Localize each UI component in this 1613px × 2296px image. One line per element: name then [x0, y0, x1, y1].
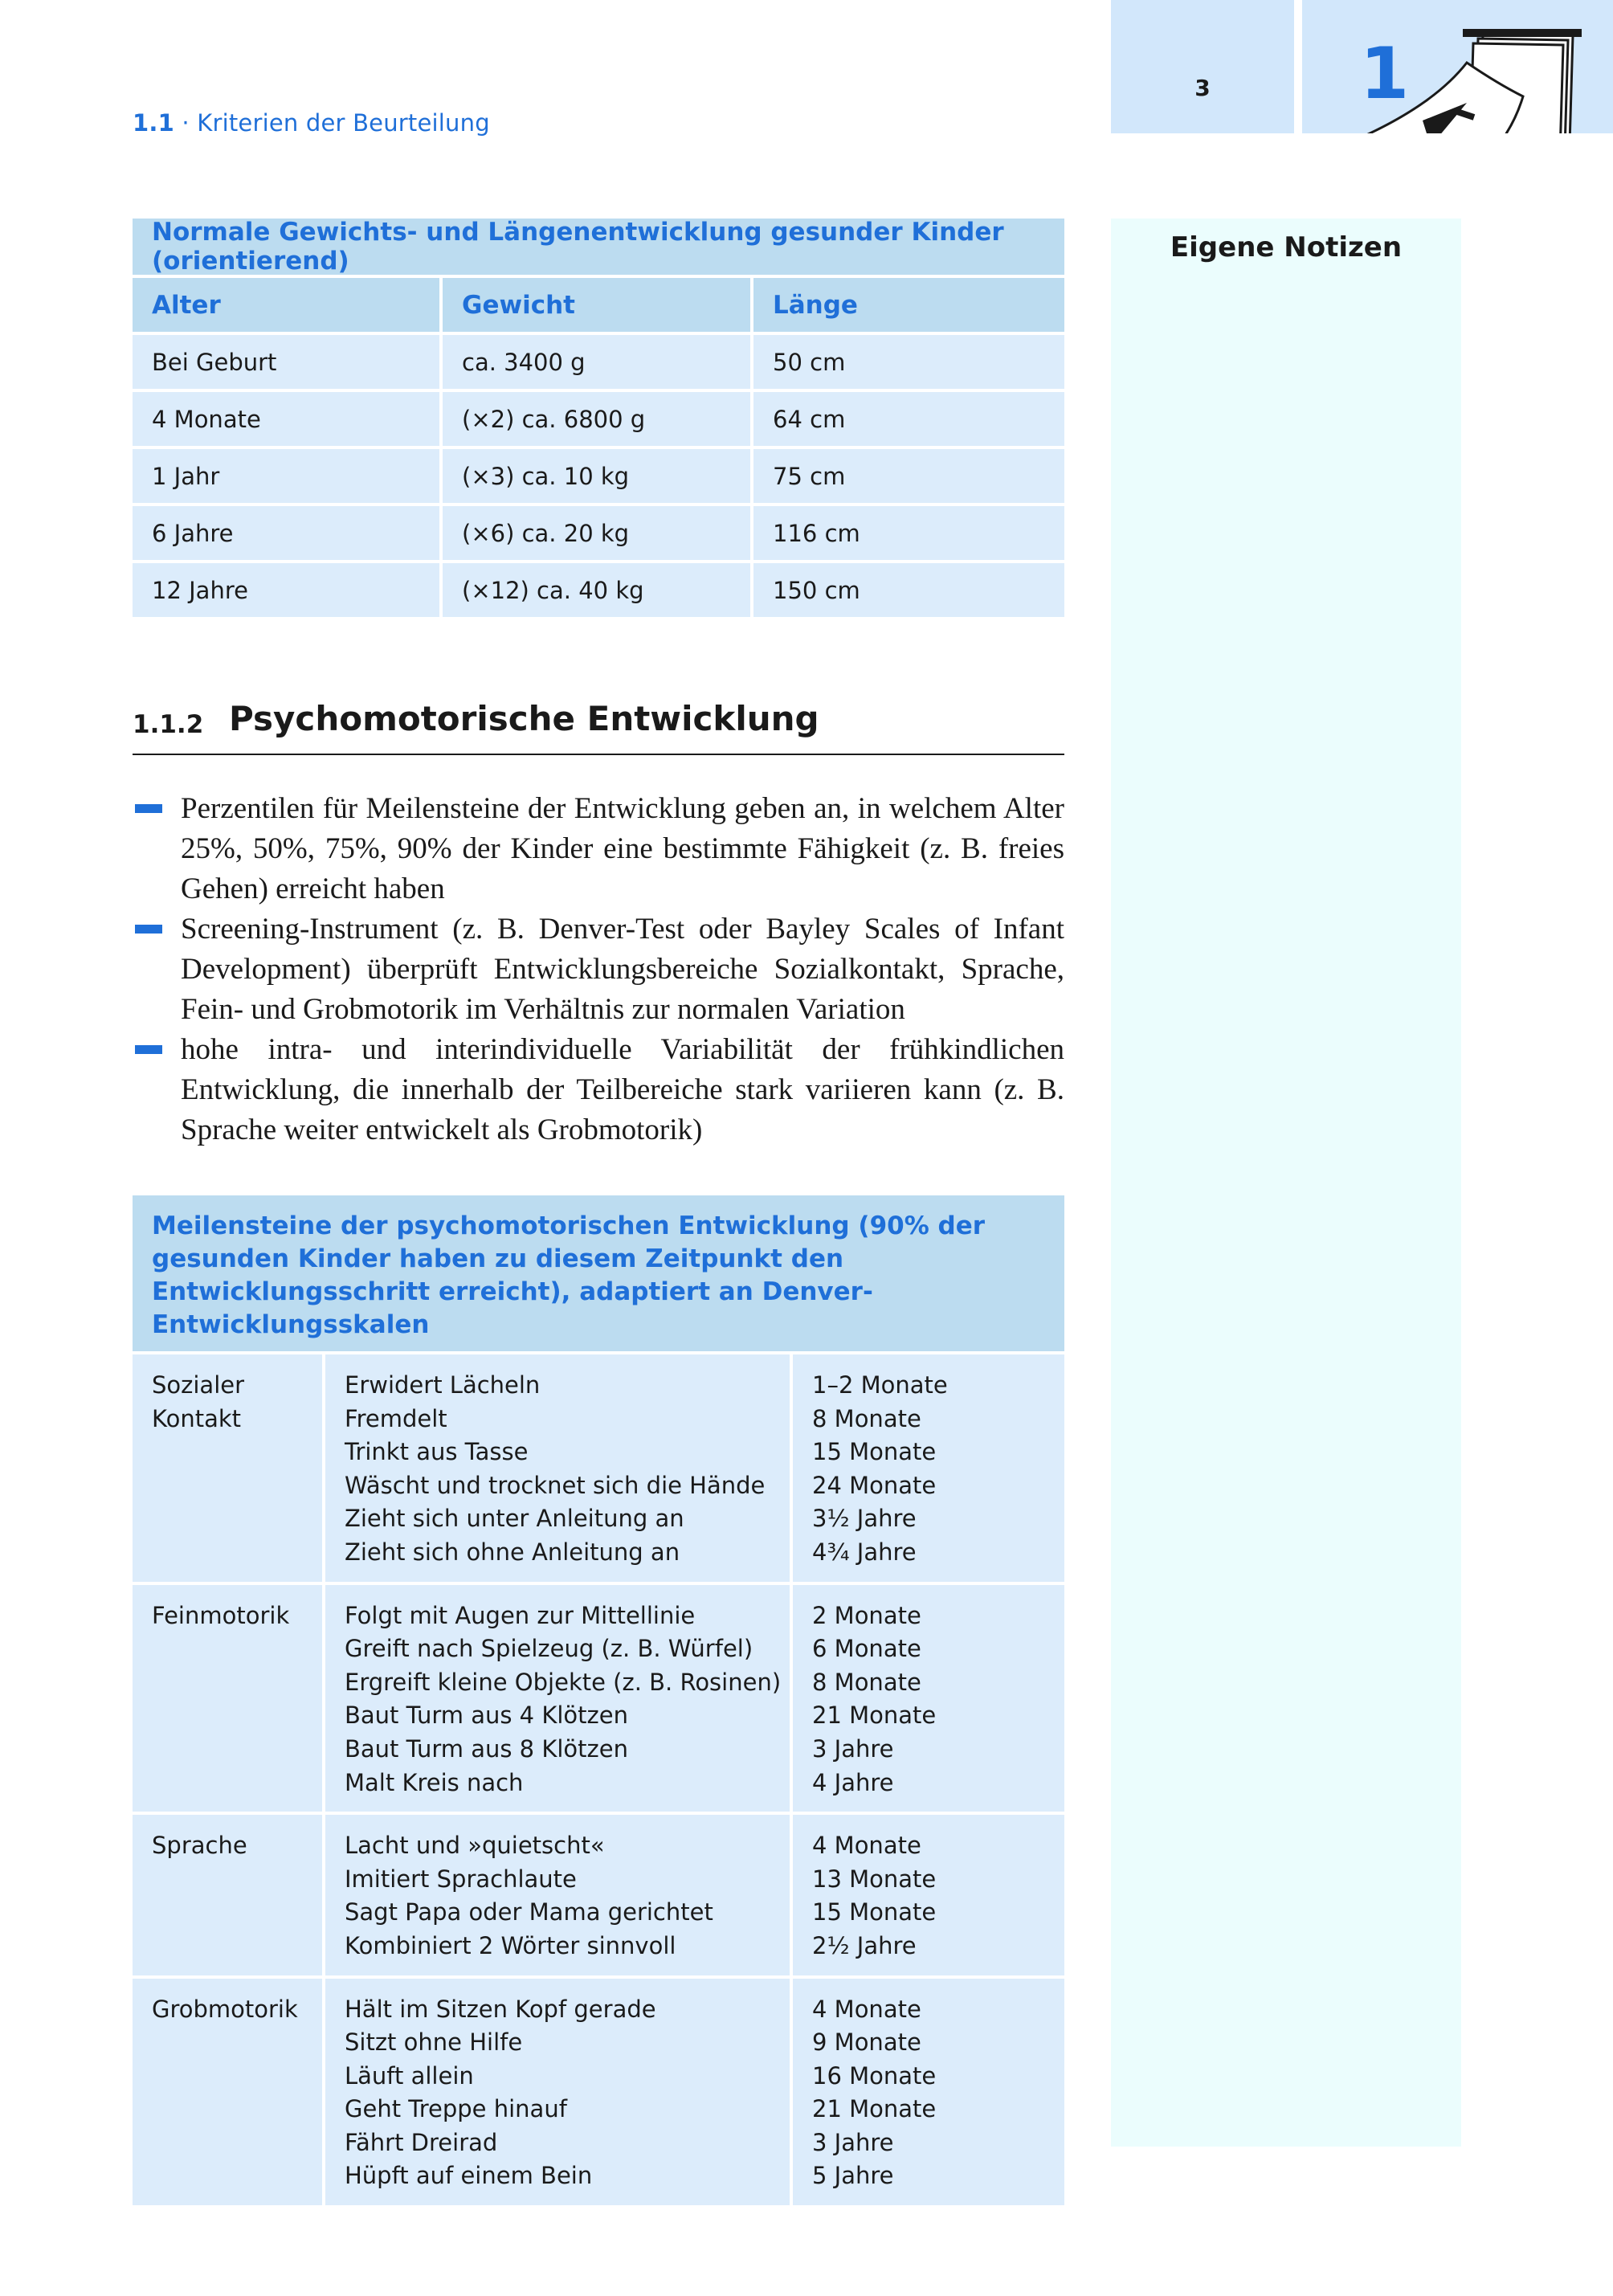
running-head	[133, 109, 490, 137]
milestone-age: 15 Monate	[812, 1438, 937, 1466]
running-head-section-number: 1.1	[133, 109, 174, 137]
growth-table-header-row	[133, 278, 1064, 332]
milestone-group-gross-motor	[133, 1979, 1064, 2206]
milestone-age: 24 Monate	[812, 1471, 937, 1499]
milestone-skill: Malt Kreis nach	[345, 1768, 524, 1796]
bullet-dash-icon	[135, 925, 162, 934]
milestone-group-social	[133, 1354, 1064, 1582]
milestone-skills	[325, 1354, 790, 1582]
bullet-text: Perzentilen für Meilensteine der Entwicklung geben an, in welchem Alter 25%, 50%, 75%, 90% der Kinder eine bestimmte Fähigkeit (z. B. freies Gehen) erreicht haben	[181, 792, 1064, 905]
growth-cell-age: 4 Monate	[133, 392, 439, 446]
milestone-age: 1–2 Monate	[812, 1371, 948, 1399]
milestone-skill: Zieht sich ohne Anleitung an	[345, 1538, 680, 1566]
milestone-age: 21 Monate	[812, 1702, 937, 1730]
growth-header-length: Länge	[753, 278, 1064, 332]
milestone-age: 4 Monate	[812, 1832, 921, 1860]
growth-cell-age: Bei Geburt	[133, 335, 439, 389]
milestone-skill: Erwidert Lächeln	[345, 1371, 541, 1399]
growth-cell-weight: ca. 3400 g	[443, 335, 750, 389]
milestone-ages	[793, 1979, 1064, 2206]
milestone-skill: Hüpft auf einem Bein	[345, 2162, 593, 2190]
milestone-age: 5 Jahre	[812, 2162, 894, 2190]
milestone-skill: Zieht sich unter Anleitung an	[345, 1505, 684, 1533]
milestone-age: 2 Monate	[812, 1601, 921, 1629]
milestone-group-language	[133, 1815, 1064, 1975]
milestone-age: 15 Monate	[812, 1898, 937, 1926]
table-row	[133, 506, 1064, 560]
milestones-table-caption: Meilensteine der psychomotorischen Entwicklung (90% der gesunden Kinder haben zu diesem Zeitpunkt den Entwicklungsschritt erreicht), adaptiert an Denver-Entwicklungsskalen	[133, 1195, 1064, 1351]
milestone-skill: Imitiert Sprachlaute	[345, 1865, 577, 1893]
growth-cell-age: 6 Jahre	[133, 506, 439, 560]
milestone-skill: Baut Turm aus 4 Klötzen	[345, 1702, 628, 1730]
section-number: 1.1.2	[133, 710, 204, 739]
growth-table-caption: Normale Gewichts- und Längenentwicklung gesunder Kinder (orientierend)	[133, 219, 1064, 275]
milestone-area	[133, 1815, 322, 1975]
growth-cell-length: 50 cm	[753, 335, 1064, 389]
milestone-skill: Folgt mit Augen zur Mittellinie	[345, 1601, 696, 1629]
milestones-table	[133, 1195, 1064, 2205]
growth-header-weight: Gewicht	[443, 278, 750, 332]
milestone-skill: Lacht und »quietscht«	[345, 1832, 605, 1860]
table-row	[133, 392, 1064, 446]
milestone-area-label: Feinmotorik	[152, 1601, 290, 1629]
milestone-area	[133, 1585, 322, 1812]
bullet-dash-icon	[135, 804, 162, 813]
running-head-separator: ·	[174, 109, 198, 137]
growth-cell-weight: (×2) ca. 6800 g	[443, 392, 750, 446]
notes-title: Eigene Notizen	[1170, 231, 1403, 264]
list-item	[133, 789, 1064, 909]
calendar-page-icon	[1302, 0, 1613, 133]
table-row	[133, 449, 1064, 503]
list-item	[133, 909, 1064, 1030]
milestone-age: 2½ Jahre	[812, 1931, 917, 1959]
list-item	[133, 1030, 1064, 1150]
milestone-skill: Fährt Dreirad	[345, 2128, 498, 2156]
milestone-skills	[325, 1979, 790, 2206]
table-row	[133, 335, 1064, 389]
milestone-age: 4 Monate	[812, 1995, 921, 2023]
milestone-age: 8 Monate	[812, 1404, 921, 1432]
bullet-text: Screening-Instrument (z. B. Denver-Test oder Bayley Scales of Infant Development) überprüft Entwicklungsbereiche Sozialkontakt, Sprache, Fein- und Grobmotorik im Verhältnis zur normalen Variation	[181, 913, 1064, 1026]
milestone-skill: Geht Treppe hinauf	[345, 2095, 567, 2123]
milestone-area-label: Sozialer Kontakt	[152, 1371, 245, 1432]
milestone-age: 3½ Jahre	[812, 1505, 917, 1533]
milestone-skills	[325, 1815, 790, 1975]
page-number-tab	[1111, 0, 1294, 133]
milestone-age: 9 Monate	[812, 2028, 921, 2057]
milestone-skills	[325, 1585, 790, 1812]
milestone-age: 4¾ Jahre	[812, 1538, 917, 1566]
growth-cell-age: 1 Jahr	[133, 449, 439, 503]
bullet-list	[133, 789, 1064, 1150]
milestone-ages	[793, 1585, 1064, 1812]
page-number: 3	[1194, 75, 1211, 101]
growth-cell-length: 75 cm	[753, 449, 1064, 503]
growth-cell-length: 64 cm	[753, 392, 1064, 446]
milestone-skill: Sagt Papa oder Mama gerichtet	[345, 1898, 713, 1926]
milestone-area	[133, 1354, 322, 1582]
notes-sidebar	[1111, 219, 1461, 2147]
milestone-age: 3 Jahre	[812, 1734, 894, 1763]
milestone-skill: Fremdelt	[345, 1404, 447, 1432]
growth-cell-age: 12 Jahre	[133, 563, 439, 617]
milestone-age: 21 Monate	[812, 2095, 937, 2123]
milestone-skill: Trinkt aus Tasse	[345, 1438, 529, 1466]
milestone-age: 8 Monate	[812, 1668, 921, 1696]
growth-cell-length: 116 cm	[753, 506, 1064, 560]
milestone-age: 4 Jahre	[812, 1768, 894, 1796]
chapter-number: 1	[1360, 32, 1410, 115]
milestone-skill: Sitzt ohne Hilfe	[345, 2028, 523, 2057]
milestone-age: 16 Monate	[812, 2061, 937, 2090]
milestone-area	[133, 1979, 322, 2206]
milestone-area-label: Sprache	[152, 1832, 247, 1860]
bullet-dash-icon	[135, 1045, 162, 1054]
growth-cell-weight: (×6) ca. 20 kg	[443, 506, 750, 560]
section-title: Psychomotorische Entwicklung	[229, 699, 819, 738]
milestone-skill: Greift nach Spielzeug (z. B. Würfel)	[345, 1635, 753, 1663]
milestone-area-label: Grobmotorik	[152, 1995, 298, 2023]
milestone-skill: Kombiniert 2 Wörter sinnvoll	[345, 1931, 676, 1959]
milestone-age: 6 Monate	[812, 1635, 921, 1663]
growth-cell-weight: (×3) ca. 10 kg	[443, 449, 750, 503]
milestone-skill: Ergreift kleine Objekte (z. B. Rosinen)	[345, 1668, 782, 1696]
growth-table	[133, 219, 1064, 617]
section-heading	[133, 699, 1064, 755]
chapter-tab	[1302, 0, 1613, 133]
milestone-skill: Hält im Sitzen Kopf gerade	[345, 1995, 656, 2023]
milestone-skill: Wäscht und trocknet sich die Hände	[345, 1471, 766, 1499]
milestone-skill: Baut Turm aus 8 Klötzen	[345, 1734, 628, 1763]
milestone-age: 13 Monate	[812, 1865, 937, 1893]
growth-cell-weight: (×12) ca. 40 kg	[443, 563, 750, 617]
milestone-ages	[793, 1815, 1064, 1975]
milestone-ages	[793, 1354, 1064, 1582]
milestone-group-fine-motor	[133, 1585, 1064, 1812]
growth-cell-length: 150 cm	[753, 563, 1064, 617]
milestone-skill: Läuft allein	[345, 2061, 474, 2090]
table-row	[133, 563, 1064, 617]
growth-header-age: Alter	[133, 278, 439, 332]
running-head-section-title: Kriterien der Beurteilung	[197, 109, 490, 137]
bullet-text: hohe intra- und interindividuelle Variabilität der frühkindlichen Entwicklung, die innerhalb der Teilbereiche stark variieren kann (z. B. Sprache weiter entwickelt als Grobmotorik)	[181, 1033, 1064, 1146]
milestone-age: 3 Jahre	[812, 2128, 894, 2156]
